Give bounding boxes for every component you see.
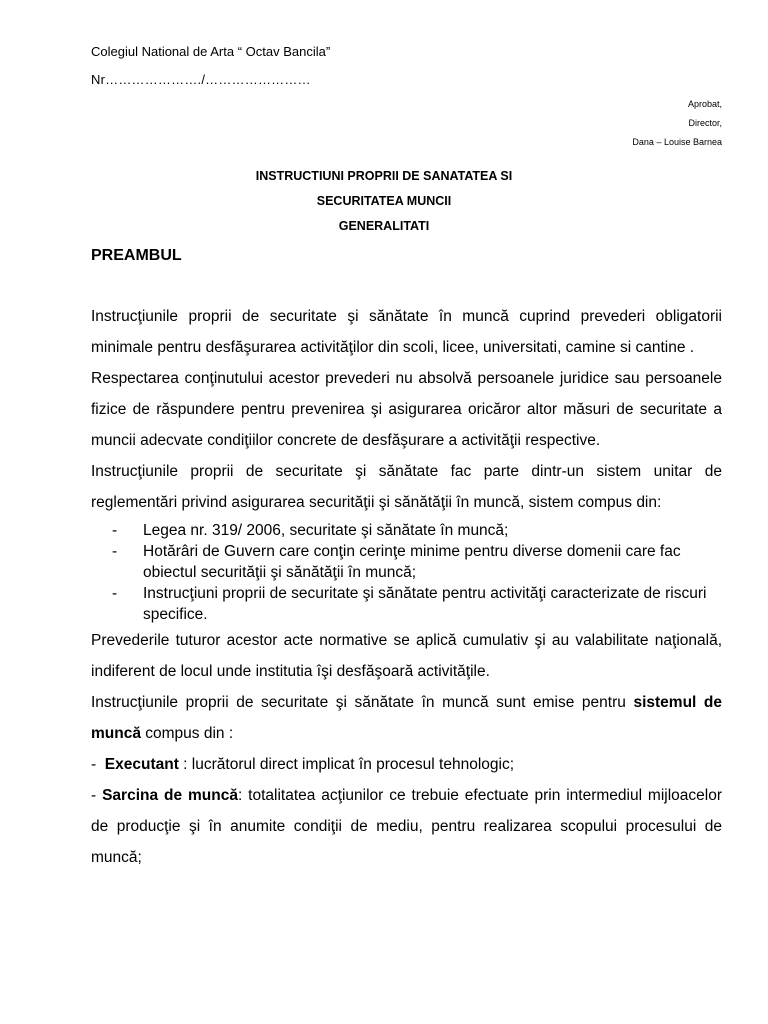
title-line-1: INSTRUCTIUNI PROPRII DE SANATATEA SI <box>255 169 513 183</box>
definition-text: : totalitatea acţiunilor ce trebuie efectuate prin intermediul mijloacelor de producţie şi în anumite condiţii de mediu, pentru realizarea scopului procesului de muncă; <box>91 787 723 866</box>
list-item <box>112 520 722 541</box>
paragraph-5-start: Instrucţiunile proprii de securitate şi sănătate în muncă sunt emise pentru <box>91 694 634 711</box>
bullet-dash: - <box>112 522 118 539</box>
list-item <box>112 541 722 583</box>
bullet-dash: - <box>112 585 118 602</box>
title-line-2: SECURITATEA MUNCII <box>316 194 452 208</box>
list-item-text: Instrucţiuni proprii de securitate şi sănătate pentru activităţi caracterizate de riscuri specifice. <box>143 585 707 623</box>
bullet-dash: - <box>112 543 118 560</box>
paragraph-2: Respectarea conţinutului acestor prevederi nu absolvă persoanele juridice sau persoanele fizice de răspundere pentru prevenirea şi asigurarea oricăror altor măsuri de securitate a muncii adecvate condiţiilor concrete de desfăşurare a activităţii respective. <box>91 370 722 449</box>
list-item-text: Legea nr. 319/ 2006, securitate şi sănătate în muncă; <box>143 522 509 539</box>
approval-role: Director, <box>688 118 722 128</box>
list-item-text: Hotărâri de Guvern care conţin cerinţe minime pentru diverse domenii care fac obiectul securităţii şi sănătăţii în muncă; <box>143 543 681 581</box>
definition-term: Executant <box>104 756 179 773</box>
legislation-list <box>91 518 722 625</box>
definition-text: : lucrătorul direct implicat în procesul tehnologic; <box>178 756 515 773</box>
title-line-3: GENERALITATI <box>338 219 430 233</box>
paragraph-4: Prevederile tuturor acestor acte normative se aplică cumulativ şi au valabilitate naţională, indiferent de locul unde institutia îşi desfăşoară activităţile. <box>91 632 722 680</box>
document-body <box>91 301 722 873</box>
definition-term: Sarcina de muncă <box>102 787 238 804</box>
approval-label: Aprobat, <box>687 99 722 109</box>
approval-block <box>632 95 722 152</box>
school-name: Colegiul National de Arta “ Octav Bancila” <box>91 44 331 59</box>
paragraph-5-term: sistemul de muncă <box>91 694 722 742</box>
definition-sarcina <box>91 780 722 873</box>
registration-number-line: Nr…………………./…………………… <box>91 72 311 87</box>
list-item <box>112 583 722 625</box>
paragraph-5 <box>91 687 722 749</box>
definition-prefix: - <box>91 756 105 773</box>
document-title <box>0 164 768 239</box>
section-heading: PREAMBUL <box>91 247 182 264</box>
paragraph-3: Instrucţiunile proprii de securitate şi sănătate fac parte dintr-un sistem unitar de reglementări privind asigurarea securităţii şi sănătăţii în muncă, sistem compus din: <box>91 463 722 511</box>
paragraph-5-end: compus din : <box>140 725 234 742</box>
paragraph-1: Instrucţiunile proprii de securitate şi sănătate în muncă cuprind prevederi obligatorii minimale pentru desfăşurarea activităţilor din scoli, licee, universitati, camine si cantine . <box>91 308 722 356</box>
definition-executant <box>91 749 722 780</box>
definition-prefix: - <box>91 787 103 804</box>
approval-name: Dana – Louise Barnea <box>632 137 722 147</box>
